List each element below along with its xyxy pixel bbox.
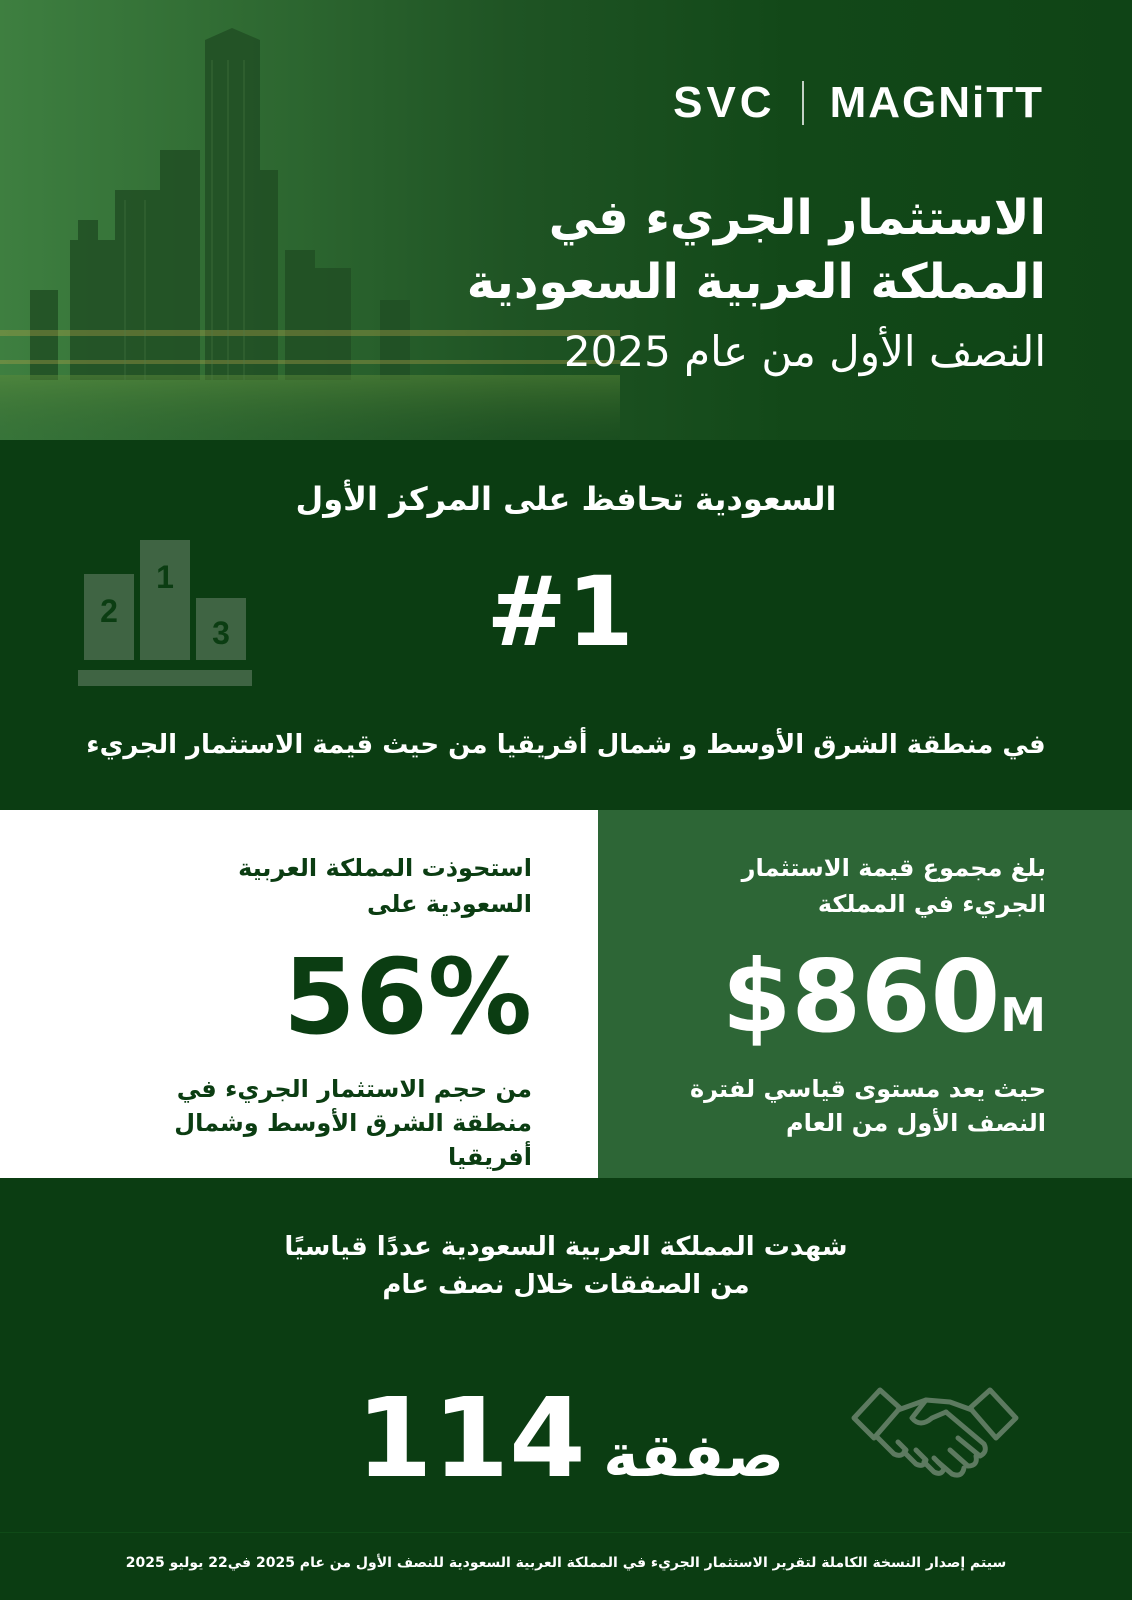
share-intro-line-2: السعودية على: [367, 890, 532, 918]
svc-logo: SVC: [673, 78, 776, 127]
podium-label-1: 1: [156, 559, 174, 595]
podium-label-2: 2: [100, 593, 118, 629]
rank-description: في منطقة الشرق الأوسط و شمال أفريقيا من حيث قيمة الاستثمار الجريء: [86, 730, 1046, 760]
deals-unit: صفقة: [603, 1421, 784, 1491]
total-value: $860: [721, 938, 1001, 1055]
handshake-icon: [850, 1374, 1020, 1494]
share-intro: [112, 850, 532, 922]
total-description: [646, 1072, 1046, 1140]
title-line-2: المملكة العربية السعودية: [466, 254, 1046, 310]
podium-label-3: 3: [212, 615, 230, 651]
share-panel: [0, 810, 598, 1178]
deals-desc-line-1: شهدت المملكة العربية السعودية عددًا قياسيًا: [284, 1232, 848, 1262]
partner-logos: [673, 78, 1044, 128]
rank-value: #1: [486, 556, 634, 668]
share-desc-line-1: من حجم الاستثمار الجريء في: [176, 1075, 532, 1103]
deals-number: 114: [356, 1374, 586, 1502]
page-subtitle: النصف الأول من عام 2025: [563, 327, 1046, 376]
magnitt-logo: MAGNiTT: [829, 78, 1044, 127]
total-panel: [598, 810, 1132, 1178]
deals-description: [0, 1228, 1132, 1304]
share-desc-line-2: منطقة الشرق الأوسط وشمال أفريقيا: [174, 1109, 532, 1171]
total-intro-line-2: الجريء في المملكة: [817, 890, 1046, 918]
total-desc-line-2: النصف الأول من العام: [785, 1109, 1046, 1137]
total-value-wrap: [626, 932, 1046, 1080]
rank-heading: السعودية تحافظ على المركز الأول: [295, 480, 837, 518]
total-desc-line-1: حيث يعد مستوى قياسي لفترة: [689, 1075, 1046, 1103]
footer: [0, 1532, 1132, 1600]
title-line-1: الاستثمار الجريء في: [548, 190, 1046, 246]
share-value: 56%: [283, 936, 532, 1058]
logo-divider: [802, 81, 804, 125]
rank-section: [0, 440, 1132, 810]
share-description: [92, 1072, 532, 1174]
deals-value: [350, 1374, 790, 1531]
share-intro-line-1: استحوذت المملكة العربية: [238, 854, 532, 882]
podium-icon: [78, 536, 258, 696]
total-intro: [646, 850, 1046, 922]
total-unit: M: [1000, 988, 1046, 1042]
deals-desc-line-2: من الصفقات خلال نصف عام: [382, 1270, 750, 1300]
deals-section: [0, 1178, 1132, 1532]
hero-banner: [0, 0, 1132, 440]
footer-note: سيتم إصدار النسخة الكاملة لتقرير الاستثمار الجريء في المملكة العربية السعودية للنصف الأول من عام 2025 في22 يوليو 2025: [125, 1555, 1007, 1571]
stats-panels: [0, 810, 1132, 1178]
page-title: [306, 186, 1046, 314]
total-intro-line-1: بلغ مجموع قيمة الاستثمار: [741, 854, 1046, 882]
